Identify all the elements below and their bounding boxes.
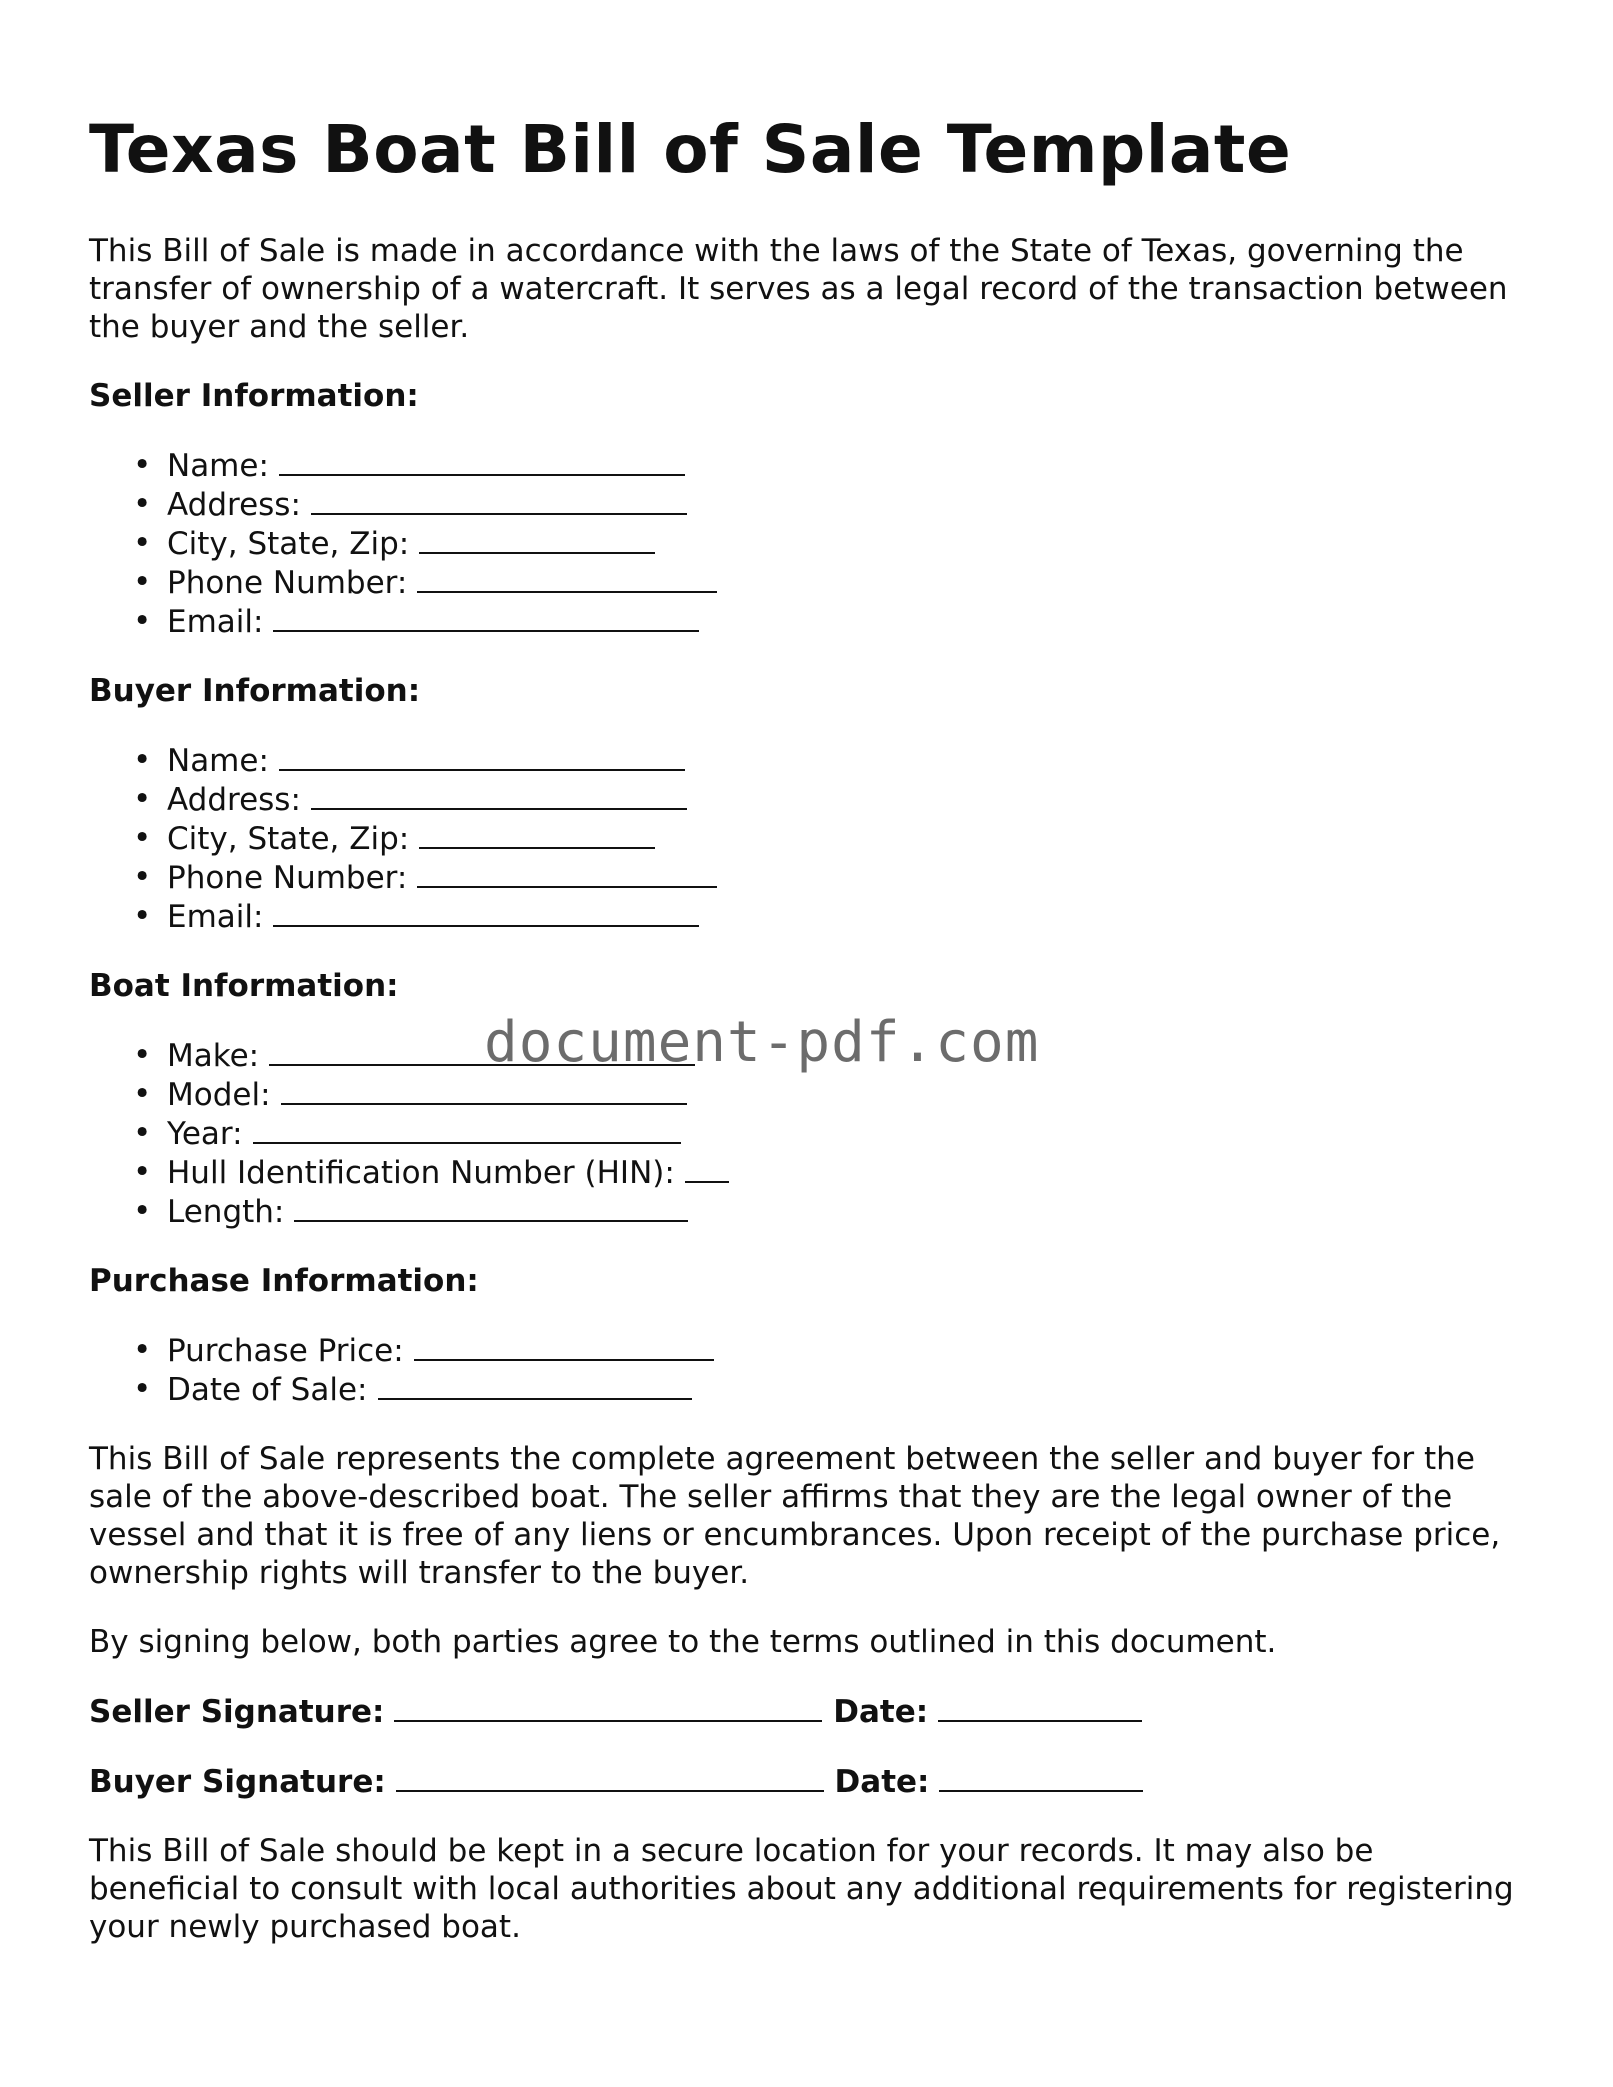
list-item [89,602,1529,641]
purchase-information-heading: Purchase Information: [89,1263,479,1299]
list-item [89,1153,1529,1192]
field-label: Make: [167,1038,260,1074]
bullet-icon: • [133,525,152,561]
buyer-information-heading: Buyer Information: [89,673,421,709]
buyer-signature-blank[interactable] [396,1762,824,1792]
bullet-icon: • [133,603,152,639]
document-page [89,108,1529,1977]
seller-city-state-zip-blank[interactable] [419,524,655,554]
list-item [89,741,1529,780]
buyer-phone-blank[interactable] [417,858,717,888]
seller-signature-line [89,1692,1529,1731]
list-item [89,780,1529,819]
signing-statement: By signing below, both parties agree to the terms outlined in this document. [89,1624,1277,1660]
bullet-icon: • [133,781,152,817]
bullet-icon: • [133,1115,152,1151]
field-label: Name: [167,448,269,484]
bullet-icon: • [133,486,152,522]
seller-information-heading: Seller Information: [89,378,419,414]
document-title: Texas Boat Bill of Sale Template [89,111,1292,188]
buyer-signature-label: Buyer Signature: [89,1764,386,1800]
field-label: Phone Number: [167,860,408,896]
bullet-icon: • [133,820,152,856]
boat-length-blank[interactable] [294,1192,688,1222]
list-item [89,524,1529,563]
list-item [89,446,1529,485]
field-label: Length: [167,1194,285,1230]
field-label: Address: [167,782,301,818]
field-label: Address: [167,487,301,523]
buyer-date-blank[interactable] [939,1762,1143,1792]
list-item [89,1075,1529,1114]
list-item [89,1036,1529,1075]
seller-date-blank[interactable] [938,1692,1142,1722]
bullet-icon: • [133,564,152,600]
buyer-address-blank[interactable] [311,780,687,810]
bullet-icon: • [133,742,152,778]
purchase-fields-list [89,1331,1529,1409]
field-label: Email: [167,899,264,935]
buyer-date-label: Date: [834,1764,930,1800]
buyer-email-blank[interactable] [273,897,699,927]
boat-make-blank[interactable] [269,1036,695,1066]
buyer-fields-list [89,741,1529,936]
field-label: City, State, Zip: [167,526,410,562]
bullet-icon: • [133,1154,152,1190]
seller-signature-label: Seller Signature: [89,1694,385,1730]
buyer-signature-line [89,1762,1529,1801]
field-label: Phone Number: [167,565,408,601]
date-of-sale-blank[interactable] [378,1370,692,1400]
intro-paragraph: This Bill of Sale is made in accordance with the laws of the State of Texas, governing the transfer of ownership of a watercraft. It serves as a legal record of the transaction between the buyer and the seller. [89,233,1508,345]
field-label: Email: [167,604,264,640]
list-item [89,485,1529,524]
boat-information-heading: Boat Information: [89,968,399,1004]
boat-model-blank[interactable] [281,1075,687,1105]
agreement-paragraph: This Bill of Sale represents the complete agreement between the seller and buyer for the sale of the above-described boat. The seller affirms that they are the legal owner of the vessel and that it is free of any liens or encumbrances. Upon receipt of the purchase price, ownership rights will transfer to the buyer. [89,1441,1501,1591]
seller-phone-blank[interactable] [417,563,717,593]
list-item [89,1331,1529,1370]
buyer-name-blank[interactable] [279,741,685,771]
seller-fields-list [89,446,1529,641]
field-label: City, State, Zip: [167,821,410,857]
field-label: Model: [167,1077,271,1113]
watermark: document-pdf.com [484,1010,1040,1075]
field-label: Name: [167,743,269,779]
field-label: Purchase Price: [167,1333,404,1369]
list-item [89,819,1529,858]
list-item [89,1114,1529,1153]
bullet-icon: • [133,898,152,934]
seller-date-label: Date: [833,1694,929,1730]
boat-hin-blank[interactable] [685,1153,729,1183]
field-label: Year: [167,1116,243,1152]
list-item [89,1192,1529,1231]
bullet-icon: • [133,1037,152,1073]
bullet-icon: • [133,1332,152,1368]
seller-name-blank[interactable] [279,446,685,476]
bullet-icon: • [133,1076,152,1112]
purchase-price-blank[interactable] [414,1331,714,1361]
buyer-city-state-zip-blank[interactable] [419,819,655,849]
seller-email-blank[interactable] [273,602,699,632]
boat-year-blank[interactable] [253,1114,681,1144]
seller-address-blank[interactable] [311,485,687,515]
field-label: Hull Identification Number (HIN): [167,1155,675,1191]
list-item [89,1370,1529,1409]
bullet-icon: • [133,447,152,483]
list-item [89,897,1529,936]
boat-fields-list [89,1036,1529,1231]
list-item [89,858,1529,897]
bullet-icon: • [133,1193,152,1229]
seller-signature-blank[interactable] [394,1692,822,1722]
bullet-icon: • [133,1371,152,1407]
field-label: Date of Sale: [167,1372,368,1408]
closing-paragraph: This Bill of Sale should be kept in a secure location for your records. It may also be beneficial to consult with local authorities about any additional requirements for registering your newly purchased boat. [89,1833,1514,1945]
list-item [89,563,1529,602]
bullet-icon: • [133,859,152,895]
